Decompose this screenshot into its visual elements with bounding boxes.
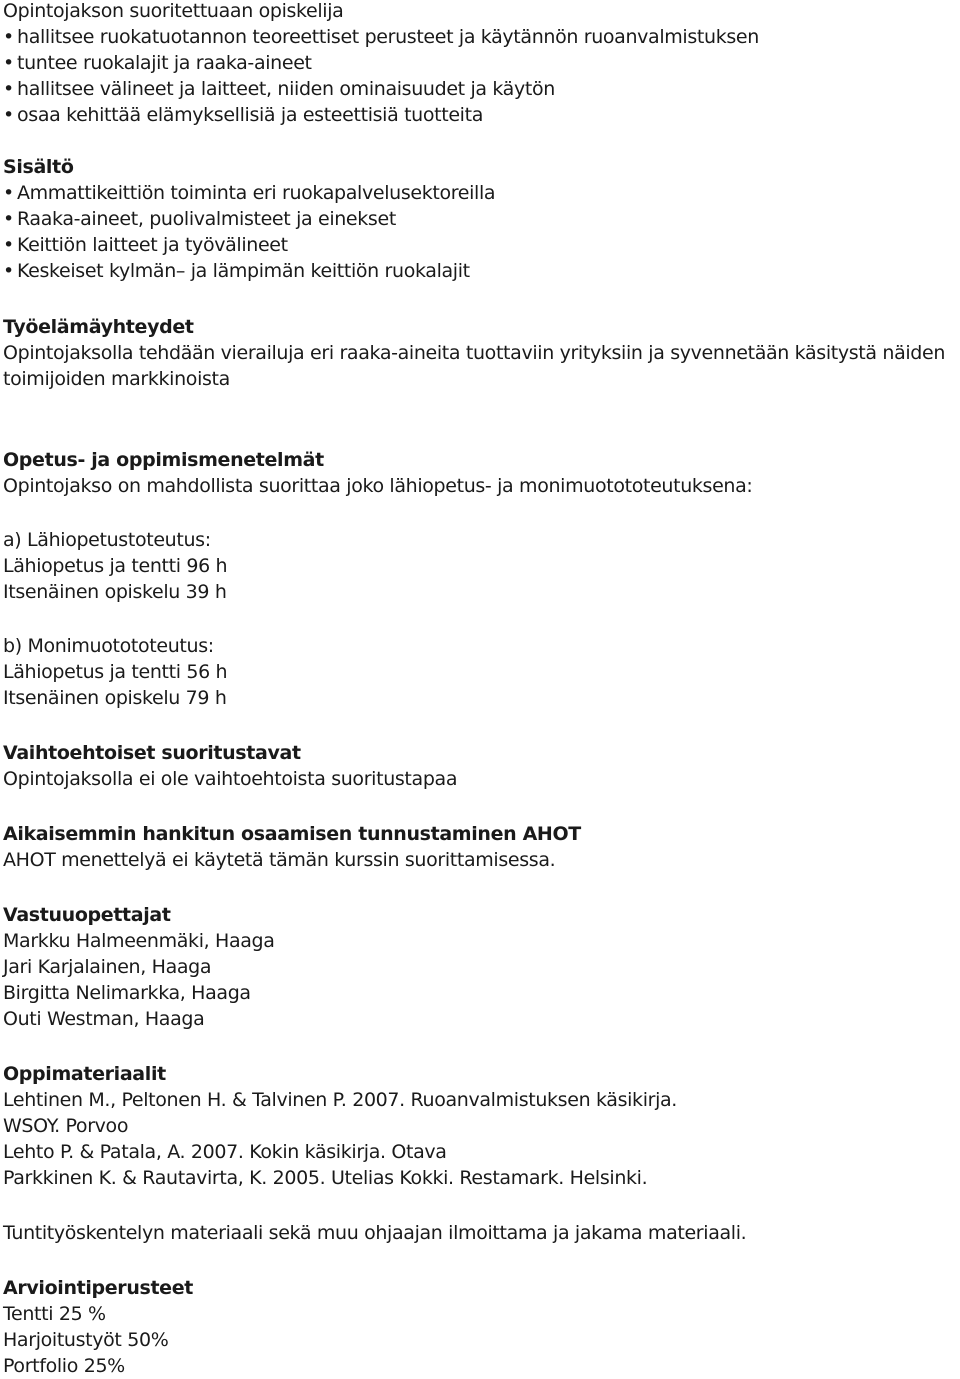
work-life-text-line-1: Opintojaksolla tehdään vierailuja eri raaka-aineita tuottaviin yrityksiin ja syvennetään käsitystä näiden bbox=[3, 342, 946, 364]
content-heading: Sisältö bbox=[3, 156, 74, 178]
document-body bbox=[3, 0, 959, 1379]
content-item: • Keittiön laitteet ja työvälineet bbox=[3, 234, 288, 256]
methods-text: Opintojakso on mahdollista suorittaa joko lähiopetus- ja monimuotototeutuksena: bbox=[3, 475, 753, 497]
content-item: • Raaka-aineet, puolivalmisteet ja einekset bbox=[3, 208, 396, 230]
material-item: WSOY. Porvoo bbox=[3, 1115, 129, 1137]
ahot-text: AHOT menettelyä ei käytetä tämän kurssin suorittamisessa. bbox=[3, 849, 556, 871]
methods-a-line-2: Itsenäinen opiskelu 39 h bbox=[3, 581, 227, 603]
outcomes-intro: Opintojakson suoritettuaan opiskelija bbox=[3, 0, 344, 22]
methods-heading: Opetus- ja oppimismenetelmät bbox=[3, 449, 324, 471]
bullet-icon: • bbox=[3, 260, 14, 282]
work-life-text-line-2: toimijoiden markkinoista bbox=[3, 368, 230, 390]
teacher-item: Outi Westman, Haaga bbox=[3, 1008, 205, 1030]
alternative-text: Opintojaksolla ei ole vaihtoehtoista suoritustapaa bbox=[3, 768, 458, 790]
bullet-icon: • bbox=[3, 234, 14, 256]
teacher-item: Jari Karjalainen, Haaga bbox=[3, 956, 212, 978]
work-life-heading: Työelämäyhteydet bbox=[3, 316, 194, 338]
outcome-item: • hallitsee välineet ja laitteet, niiden ominaisuudet ja käytön bbox=[3, 78, 555, 100]
bullet-icon: • bbox=[3, 104, 14, 126]
teacher-item: Birgitta Nelimarkka, Haaga bbox=[3, 982, 251, 1004]
methods-b-line-1: Lähiopetus ja tentti 56 h bbox=[3, 661, 228, 683]
assessment-item: Tentti 25 % bbox=[3, 1303, 106, 1325]
bullet-icon: • bbox=[3, 52, 14, 74]
outcome-item: • hallitsee ruokatuotannon teoreettiset perusteet ja käytännön ruoanvalmistuksen bbox=[3, 26, 759, 48]
teachers-heading: Vastuuopettajat bbox=[3, 904, 171, 926]
content-item: • Ammattikeittiön toiminta eri ruokapalvelusektoreilla bbox=[3, 182, 496, 204]
assessment-item: Portfolio 25% bbox=[3, 1355, 125, 1377]
assessment-heading: Arviointiperusteet bbox=[3, 1277, 193, 1299]
methods-a-title: a) Lähiopetustoteutus: bbox=[3, 529, 211, 551]
methods-b-title: b) Monimuotototeutus: bbox=[3, 635, 214, 657]
material-item: Parkkinen K. & Rautavirta, K. 2005. Utelias Kokki. Restamark. Helsinki. bbox=[3, 1167, 648, 1189]
assessment-item: Harjoitustyöt 50% bbox=[3, 1329, 169, 1351]
materials-heading: Oppimateriaalit bbox=[3, 1063, 166, 1085]
content-item: • Keskeiset kylmän– ja lämpimän keittiön ruokalajit bbox=[3, 260, 470, 282]
alternative-heading: Vaihtoehtoiset suoritustavat bbox=[3, 742, 301, 764]
methods-a-line-1: Lähiopetus ja tentti 96 h bbox=[3, 555, 228, 577]
bullet-icon: • bbox=[3, 78, 14, 100]
bullet-icon: • bbox=[3, 26, 14, 48]
bullet-icon: • bbox=[3, 208, 14, 230]
bullet-icon: • bbox=[3, 182, 14, 204]
outcome-item: • osaa kehittää elämyksellisiä ja esteettisiä tuotteita bbox=[3, 104, 484, 126]
material-item: Lehto P. & Patala, A. 2007. Kokin käsikirja. Otava bbox=[3, 1141, 447, 1163]
materials-extra: Tuntityöskentelyn materiaali sekä muu ohjaajan ilmoittama ja jakama materiaali. bbox=[3, 1222, 747, 1244]
outcome-item: • tuntee ruokalajit ja raaka-aineet bbox=[3, 52, 312, 74]
methods-b-line-2: Itsenäinen opiskelu 79 h bbox=[3, 687, 227, 709]
ahot-heading: Aikaisemmin hankitun osaamisen tunnustaminen AHOT bbox=[3, 823, 581, 845]
teacher-item: Markku Halmeenmäki, Haaga bbox=[3, 930, 275, 952]
material-item: Lehtinen M., Peltonen H. & Talvinen P. 2007. Ruoanvalmistuksen käsikirja. bbox=[3, 1089, 677, 1111]
